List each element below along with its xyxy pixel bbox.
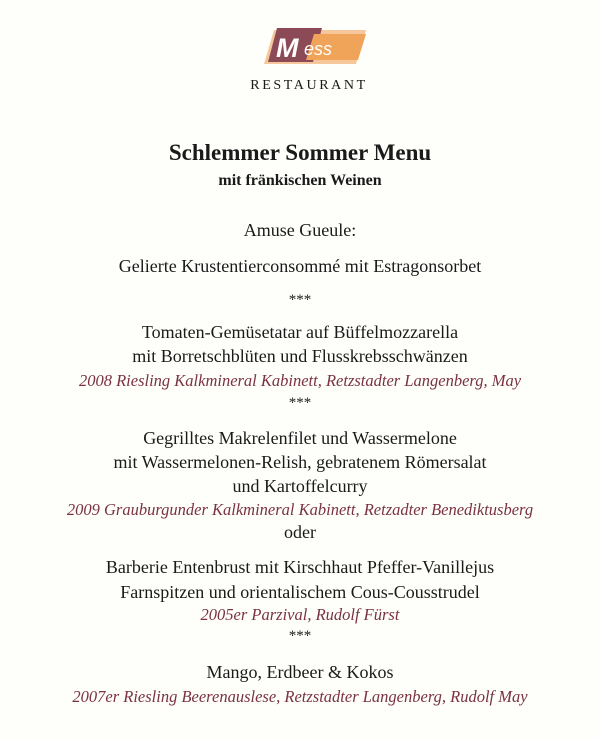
mess-logo — [262, 24, 366, 66]
course2-wine: 2009 Grauburgunder Kalkmineral Kabinett, Retzadter Benediktusberg — [66, 500, 534, 519]
course3-wine: 2005er Parzival, Rudolf Fürst — [200, 605, 400, 624]
separator: *** — [288, 628, 312, 644]
course1-line1: Tomaten-Gemüsetatar auf Büffelmozzarella — [141, 322, 459, 342]
course2-line2: mit Wassermelonen-Relish, gebratenem Römersalat — [113, 452, 487, 472]
restaurant-label: RESTAURANT — [250, 78, 368, 93]
course3-line1: Barberie Entenbrust mit Kirschhaut Pfeffer-Vanillejus — [105, 557, 495, 577]
dessert-line1: Mango, Erdbeer & Kokos — [206, 662, 394, 682]
course2-line1: Gegrilltes Makrelenfilet und Wassermelone — [143, 428, 457, 448]
amuse-label: Amuse Gueule: — [243, 220, 357, 240]
separator: *** — [288, 292, 312, 308]
or-label: oder — [284, 522, 316, 542]
logo-text-m: M — [276, 33, 299, 63]
course1-line2: mit Borretschblüten und Flusskrebsschwänzen — [132, 346, 468, 366]
menu-title: Schlemmer Sommer Menu — [168, 140, 432, 165]
logo-text-ess: ess — [304, 39, 333, 59]
course3-line2: Farnspitzen und orientalischem Cous-Cousstrudel — [120, 582, 480, 602]
amuse-dish: Gelierte Krustentierconsommé mit Estragonsorbet — [118, 256, 482, 276]
dessert-wine: 2007er Riesling Beerenauslese, Retzstadter Langenberg, Rudolf May — [72, 687, 528, 706]
menu-subtitle: mit fränkischen Weinen — [218, 172, 382, 189]
course2-line3: und Kartoffelcurry — [232, 476, 368, 496]
course1-wine: 2008 Riesling Kalkmineral Kabinett, Retzstadter Langenberg, May — [78, 371, 522, 390]
separator: *** — [288, 395, 312, 411]
